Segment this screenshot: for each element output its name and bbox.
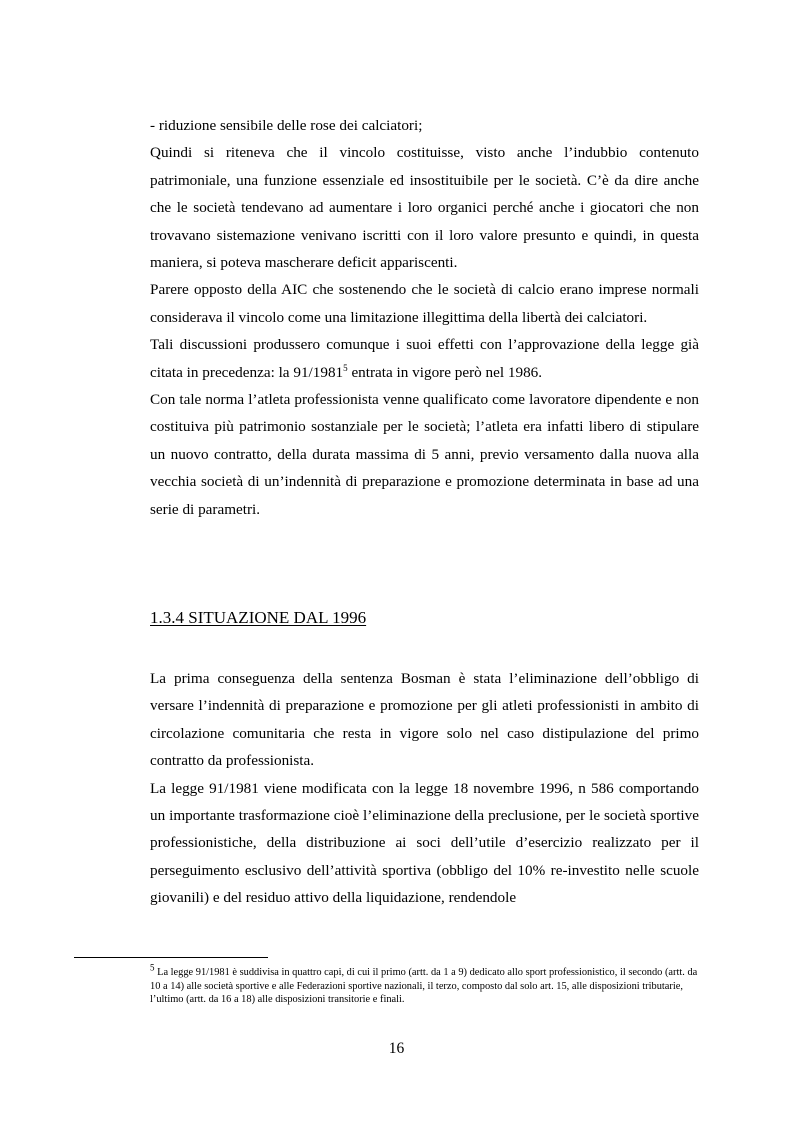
footnote-reference[interactable]: 5 — [343, 362, 348, 373]
paragraph: - riduzione sensibile delle rose dei calciatori; — [150, 117, 423, 134]
paragraph-text: Tali discussioni produssero comunque i suoi effetti con l’approvazione della legge già citata in precedenza: la 91/1981 — [150, 336, 699, 381]
paragraph: Quindi si riteneva che il vincolo costituisse, visto anche l’indubbio contenuto patrimoniale, una funzione essenziale ed insostituibile per le società. C’è da dire anche che le società tendevano ad aumentare i loro organici perché anche i giocatori che non trovavano sistemazione venivano iscritti con il loro valore presunto e quindi, in questa maniera, si poteva mascherare deficit appariscenti. — [150, 144, 699, 272]
paragraph-with-footnote-ref — [150, 331, 699, 386]
paragraph: La prima conseguenza della sentenza Bosman è stata l’eliminazione dell’obbligo di versare l’indennità di preparazione e promozione per gli atleti professionisti in ambito di circolazione comunitaria che resta in vigore solo nel caso distipulazione del primo contratto da professionista. — [150, 670, 699, 770]
paragraph: La legge 91/1981 viene modificata con la legge 18 novembre 1996, n 586 comportando un importante trasformazione cioè l’eliminazione della preclusione, per le società sportive professionistiche, della distribuzione ai soci dell’utile d’esercizio realizzato per il perseguimento esclusivo dell’attività sportiva (obbligo del 10% re-investito nelle scuole giovanili) e del residuo attivo della liquidazione, rendendole — [150, 779, 699, 907]
section-1-body — [150, 112, 699, 523]
paragraph: Con tale norma l’atleta professionista venne qualificato come lavoratore dipendente e non costituiva più patrimonio sostanziale per le società; l’atleta era infatti libero di stipulare un nuovo contratto, della durata massima di 5 anni, previo versamento dalla nuova alla vecchia società di un’indennità di preparazione e promozione determinata in base ad una serie di parametri. — [150, 391, 699, 518]
page-number: 16 — [388, 1040, 405, 1057]
footnote-text: La legge 91/1981 è suddivisa in quattro capi, di cui il primo (artt. da 1 a 9) dedicato allo sport professionistico, il secondo (artt. da 10 a 14) alle società sportive e alle Federazioni sportive nazionali, il terzo, composto dal solo art. 15, alle disposizioni tributarie, l’ultimo (artt. da 16 a 18) alle disposizioni transitorie e finali. — [150, 967, 698, 1006]
section-heading: 1.3.4 SITUAZIONE DAL 1996 — [150, 608, 367, 627]
section-2-body — [150, 665, 699, 912]
paragraph-text: entrata in vigore però nel 1986. — [347, 363, 543, 381]
footnote-separator — [74, 957, 268, 958]
paragraph: Parere opposto della AIC che sostenendo che le società di calcio erano imprese normali considerava il vincolo come una limitazione illegittima della libertà dei calciatori. — [150, 281, 699, 326]
footnote-number: 5 — [150, 962, 155, 973]
footnote — [150, 962, 699, 1007]
